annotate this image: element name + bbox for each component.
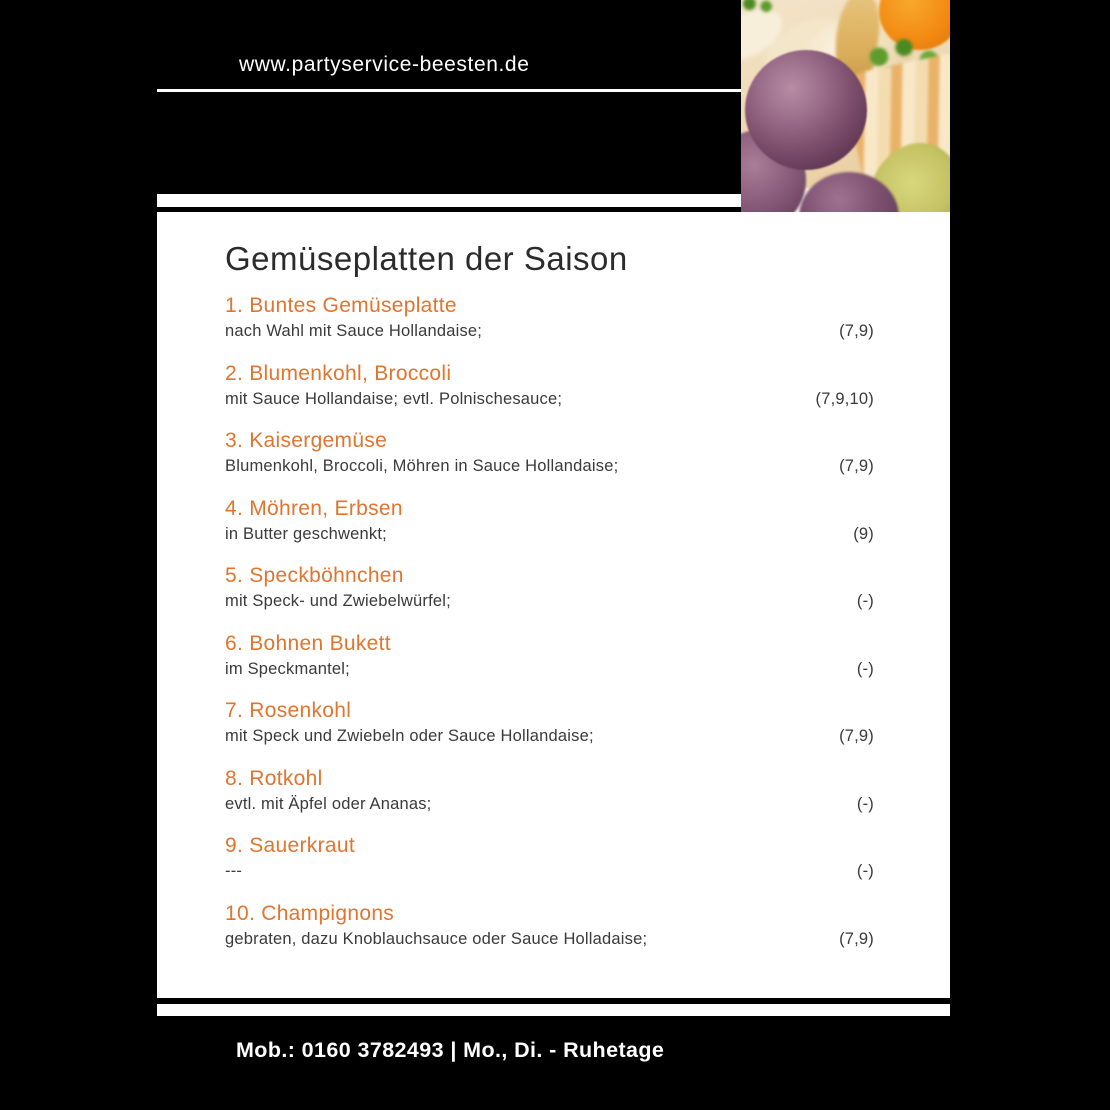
menu-item-row [225,657,874,682]
menu-item-description: im Speckmantel; [225,659,350,678]
menu-item-row [225,927,874,952]
menu-item-allergen-codes: (7,9) [839,457,874,475]
menu-item-row [225,859,874,884]
menu-item-row [225,792,874,817]
menu-item [225,293,874,361]
menu-item-allergen-codes: (-) [856,659,874,678]
menu-item-allergen-codes: (7,9) [839,929,874,948]
food-photo [741,0,950,233]
menu-item-allergen-codes: (-) [856,862,874,880]
menu-item [225,428,874,496]
menu-item-name: 1. Buntes Gemüseplatte [225,294,457,317]
menu-item-row [225,454,874,479]
menu-item-name: 5. Speckböhnchen [225,564,404,587]
menu-item [225,766,874,834]
menu-item-description: Blumenkohl, Broccoli, Möhren in Sauce Hollandaise; [225,457,619,475]
menu-item-description: in Butter geschwenkt; [225,524,387,543]
purple-grape-big-blob [745,50,867,170]
menu-items [225,293,874,968]
menu-item-description: mit Speck und Zwiebeln oder Sauce Hollandaise; [225,727,594,745]
menu-item-name: 9. Sauerkraut [225,834,355,857]
parsley-left-blob [741,0,783,18]
menu-item-description: --- [225,862,243,880]
menu-item-description: gebraten, dazu Knoblauchsauce oder Sauce Holladaise; [225,929,648,948]
menu-item-row [225,522,874,547]
menu-item-allergen-codes: (7,9) [839,727,874,745]
website-url: www.partyservice-beesten.de [239,53,530,76]
menu-item-row [225,387,874,412]
menu-item-name: 4. Möhren, Erbsen [225,496,403,520]
menu-item [225,833,874,901]
menu-item-name: 2. Blumenkohl, Broccoli [225,361,452,385]
header-divider-line [157,89,741,92]
menu-item [225,631,874,699]
menu-item [225,901,874,969]
menu-item-description: mit Speck- und Zwiebelwürfel; [225,592,451,610]
page-title: Gemüseplatten der Saison [225,240,628,277]
menu-sheet [157,212,950,998]
menu-item-name: 6. Bohnen Bukett [225,631,391,655]
menu-item-allergen-codes: (7,9,10) [815,389,874,408]
menu-item-name: 7. Rosenkohl [225,699,352,722]
bottom-white-strip [157,1004,950,1016]
menu-item-description: evtl. mit Äpfel oder Ananas; [225,794,432,813]
menu-item-allergen-codes: (-) [856,794,874,813]
menu-item [225,563,874,631]
menu-item-allergen-codes: (-) [856,592,874,610]
menu-item-name: 3. Kaisergemüse [225,429,388,452]
menu-item [225,496,874,564]
menu-item-row [225,724,874,749]
menu-item [225,361,874,429]
menu-item-description: mit Sauce Hollandaise; evtl. Polnischesauce; [225,389,563,408]
footer-contact: Mob.: 0160 3782493 | Mo., Di. - Ruhetage [236,1038,665,1062]
top-white-strip [157,194,741,207]
menu-item-name: 10. Champignons [225,901,395,925]
menu-item-description: nach Wahl mit Sauce Hollandaise; [225,322,483,340]
menu-item-allergen-codes: (7,9) [839,322,874,340]
menu-item-allergen-codes: (9) [853,524,874,543]
menu-item-name: 8. Rotkohl [225,766,323,790]
menu-item-row [225,589,874,614]
menu-item [225,698,874,766]
menu-item-row [225,319,874,344]
